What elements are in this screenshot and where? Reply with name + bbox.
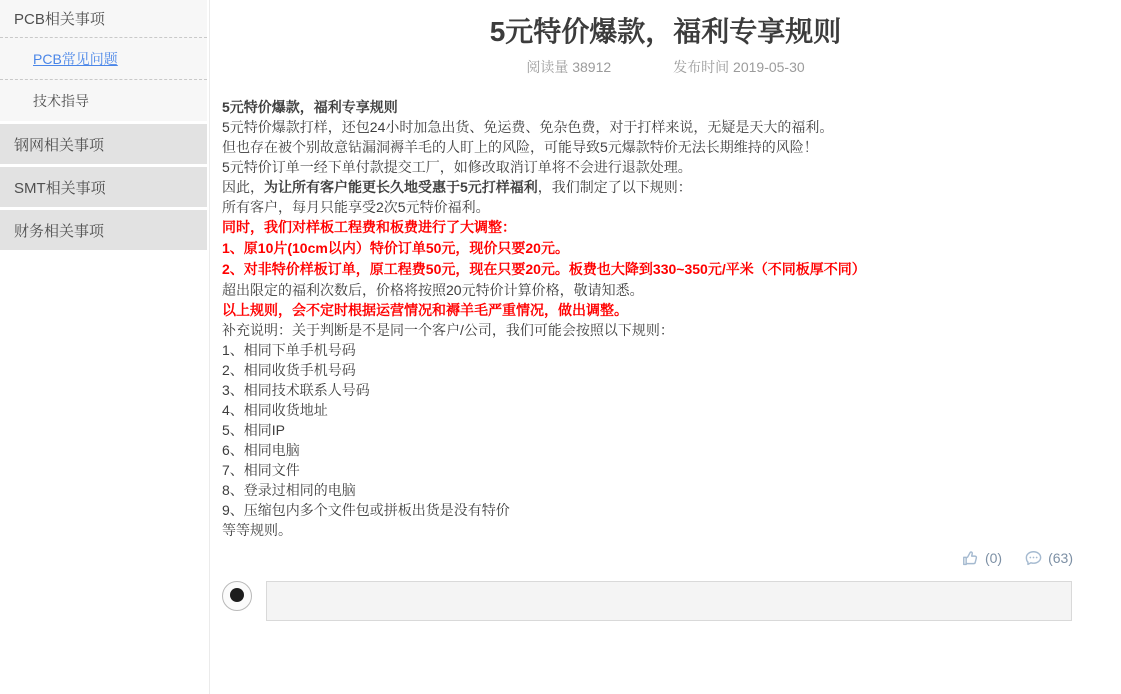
thumbs-up-icon[interactable] xyxy=(961,549,980,568)
rule-intro-suffix: ，我们制定了以下规则： xyxy=(537,179,692,195)
supplement-item: 7、相同文件 xyxy=(222,462,300,478)
supplement-intro: 补充说明：关于判断是不是同一个客户/公司，我们可能会按照以下规则： xyxy=(222,322,674,338)
supplement-item: 3、相同技术联系人号码 xyxy=(222,382,370,398)
sidebar-item-finance-matters[interactable]: 财务相关事项 xyxy=(0,210,207,250)
rule-intro-line xyxy=(222,177,1107,197)
rule-intro-prefix: 因此， xyxy=(222,179,264,195)
sidebar-item-stencil-matters[interactable]: 钢网相关事项 xyxy=(0,124,207,164)
notice-paragraph xyxy=(222,280,1107,320)
article-pane xyxy=(209,0,1121,694)
comment-area xyxy=(210,581,1121,621)
red-rules-paragraph xyxy=(222,217,1107,280)
comment-count: (63) xyxy=(1048,550,1073,566)
supplement-paragraph xyxy=(222,320,1107,540)
red-rule-line: 同时，我们对样板工程费和板费进行了大调整： xyxy=(222,219,516,235)
supplement-end: 等等规则。 xyxy=(222,522,292,538)
comment-group[interactable] xyxy=(1024,548,1073,568)
publish-label: 发布时间 xyxy=(673,59,730,75)
page-title: 5元特价爆款，福利专享规则 xyxy=(489,16,842,47)
sidebar-item-smt-matters[interactable]: SMT相关事项 xyxy=(0,167,207,207)
avatar-head-silhouette xyxy=(230,588,244,602)
rule-line: 所有客户，每月只能享受2次5元特价福利。 xyxy=(222,199,490,215)
supplement-item: 6、相同电脑 xyxy=(222,442,300,458)
red-rule-line: 1、原10片(10cm以内）特价订单50元，现价只要20元。 xyxy=(222,240,569,256)
sidebar-item-pcb-faq[interactable] xyxy=(0,38,207,80)
like-group[interactable] xyxy=(961,548,1002,568)
publish-value: 2019-05-30 xyxy=(733,59,805,75)
views-label: 阅读量 xyxy=(526,59,569,75)
sidebar xyxy=(0,0,207,694)
supplement-item: 5、相同IP xyxy=(222,422,286,438)
notice-line: 超出限定的福利次数后，价格将按照20元特价计算价格，敬请知悉。 xyxy=(222,282,644,298)
sidebar-item-tech-guide[interactable]: 技术指导 xyxy=(33,92,89,109)
intro-line: 但也存在被个别故意钻漏洞褥羊毛的人盯上的风险，可能导致5元爆款特价无法长期维持的风险！ xyxy=(222,139,818,155)
comment-input[interactable] xyxy=(266,581,1072,621)
article-subheading: 5元特价爆款，福利专享规则 xyxy=(222,99,398,115)
notice-red-line: 以上规则，会不定时根据运营情况和褥羊毛严重情况，做出调整。 xyxy=(222,302,628,318)
supplement-item: 8、登录过相同的电脑 xyxy=(222,482,356,498)
sidebar-section-pcb xyxy=(0,0,207,121)
intro-line: 5元特价爆款打样，还包24小时加急出货、免运费、免杂色费，对于打样来说，无疑是天大的福利。 xyxy=(222,119,834,135)
views-value: 38912 xyxy=(572,59,612,75)
intro-line: 5元特价订单一经下单付款提交工厂，如修改取消订单将不会进行退款处理。 xyxy=(222,159,692,175)
red-rule-line: 2、对非特价样板订单，原工程费50元，现在只要20元。板费也大降到330~350元/平米（不同板厚不同） xyxy=(222,261,866,277)
comment-bubble-icon[interactable] xyxy=(1024,549,1043,568)
views-meta xyxy=(526,58,611,76)
supplement-item: 1、相同下单手机号码 xyxy=(222,342,356,358)
article-body xyxy=(210,76,1121,540)
supplement-item: 2、相同收货手机号码 xyxy=(222,362,356,378)
like-count: (0) xyxy=(984,550,1003,566)
publish-meta xyxy=(673,58,805,76)
sidebar-item-pcb-matters[interactable]: PCB相关事项 xyxy=(0,0,207,38)
sidebar-link-pcb-faq[interactable]: PCB常见问题 xyxy=(33,50,118,67)
supplement-item: 4、相同收货地址 xyxy=(222,402,328,418)
intro-paragraph xyxy=(222,117,1107,177)
supplement-item: 9、压缩包内多个文件包或拼板出货是没有特价 xyxy=(222,502,510,518)
article-actions xyxy=(210,548,1073,568)
article-meta xyxy=(210,58,1121,76)
rules-paragraph xyxy=(222,177,1107,217)
avatar xyxy=(222,581,252,611)
rule-intro-bold: 为让所有客户能更长久地受惠于5元打样福利 xyxy=(264,179,538,195)
